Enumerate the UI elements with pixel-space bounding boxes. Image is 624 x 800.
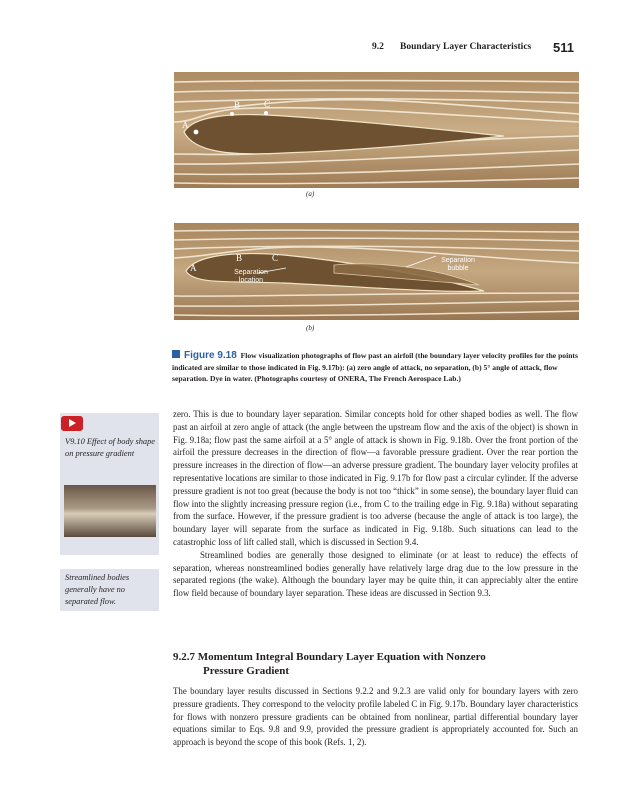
point-label-a: A	[182, 120, 189, 130]
figure-photo-a	[174, 72, 579, 188]
point-label-b: B	[234, 100, 241, 110]
point-label-b-b: B	[236, 253, 243, 263]
figure-number: Figure 9.18	[184, 350, 237, 361]
video-label[interactable]: V9.10 Effect of body shape on pressure gradient	[65, 437, 156, 458]
video-thumbnail[interactable]	[64, 485, 156, 537]
paragraph-2: Streamlined bodies are generally those designed to eliminate (or at least to reduce) the effects of separation, whereas nonstreamlined bodies generally have relatively large drag due to the low pressure in the separated regions (the wake). Although the boundary layer may be quite thin, it can appreciably alter the entire flow field because of boundary layer separation. These ideas are discussed in Section 9.3.	[173, 549, 578, 599]
video-play-button[interactable]	[61, 416, 83, 431]
header-section-title: Boundary Layer Characteristics	[400, 42, 532, 52]
point-label-c-b: C	[272, 253, 279, 263]
running-header	[0, 40, 624, 56]
point-label-c: C	[264, 99, 271, 109]
section-heading-line1: 9.2.7 Momentum Integral Boundary Layer Equation with Nonzero	[173, 651, 486, 663]
point-label-a-b: A	[190, 263, 197, 273]
panel-b-label: (b)	[306, 324, 315, 332]
header-section-number: 9.2	[372, 42, 384, 52]
panel-a-label: (a)	[306, 190, 315, 198]
figure-caption-text: Flow visualization photographs of flow past an airfoil (the boundary layer velocity profiles for the points indicated are similar to those indicated in Fig. 9.17b): (a) zero angle of attack, no separation, (b) 5° angle of attack, flow separation. Dye in water. (Photographs courtesy of ONERA, The French Aerospace Lab.)	[172, 351, 578, 383]
section-heading-line2: Pressure Gradient	[203, 664, 290, 677]
figure-photo-b	[174, 223, 579, 320]
figure-caption	[172, 350, 592, 385]
paragraph-1: zero. This is due to boundary layer separation. Similar concepts hold for other shaped bodies as well. The flow past an airfoil at zero angle of attack (the angle between the upstream flow and the axis of the object) is shown in Fig. 9.18a; flow past the same airfoil at a 5° angle of attack is shown in Fig. 9.18b. Over the front portion of the airfoil the pressure decreases in the direction of flow—a favorable pressure gradient. Over the rear portion the pressure increases in the direction of flow—an adverse pressure gradient. The boundary layer velocity profiles at representative locations are similar to those indicated in Fig. 9.17b for flow past a circular cylinder. If the adverse pressure gradient is not too great (because the body is not too “thick” in some sense), the boundary layer fluid can flow into the slightly increasing pressure region (i.e., from C to the trailing edge in Fig. 9.18a) without separating from the surface. However, if the pressure gradient is too adverse (because the angle of attack is too large), the boundary layer will separate from the surface as indicated in Fig. 9.18b. Such situations can lead to the catastrophic loss of lift called stall, which is discussed in Section 9.4.	[173, 409, 578, 547]
body-paragraphs	[173, 408, 578, 600]
caption-square-icon	[172, 350, 180, 358]
sidebar-note: Streamlined bodies generally have no separated flow.	[65, 573, 130, 606]
paragraph-3-block	[173, 685, 578, 749]
section-heading	[173, 651, 486, 678]
separation-location-label: Separation location	[234, 269, 268, 284]
page-number: 511	[553, 40, 574, 55]
paragraph-3: The boundary layer results discussed in Sections 9.2.2 and 9.2.3 are valid only for boundary layers with zero pressure gradients. They correspond to the velocity profile labeled C in Fig. 9.17b. Boundary layer characteristics for flows with nonzero pressure gradients can be obtained from nonlinear, partial differential boundary layer equations similar to Eqs. 9.8 and 9.9, provided the pressure gradient is appropriately accounted for. Such an approach is beyond the scope of this book (Refs. 1, 2).	[173, 686, 578, 748]
separation-bubble-label: Separation bubble	[441, 257, 475, 272]
